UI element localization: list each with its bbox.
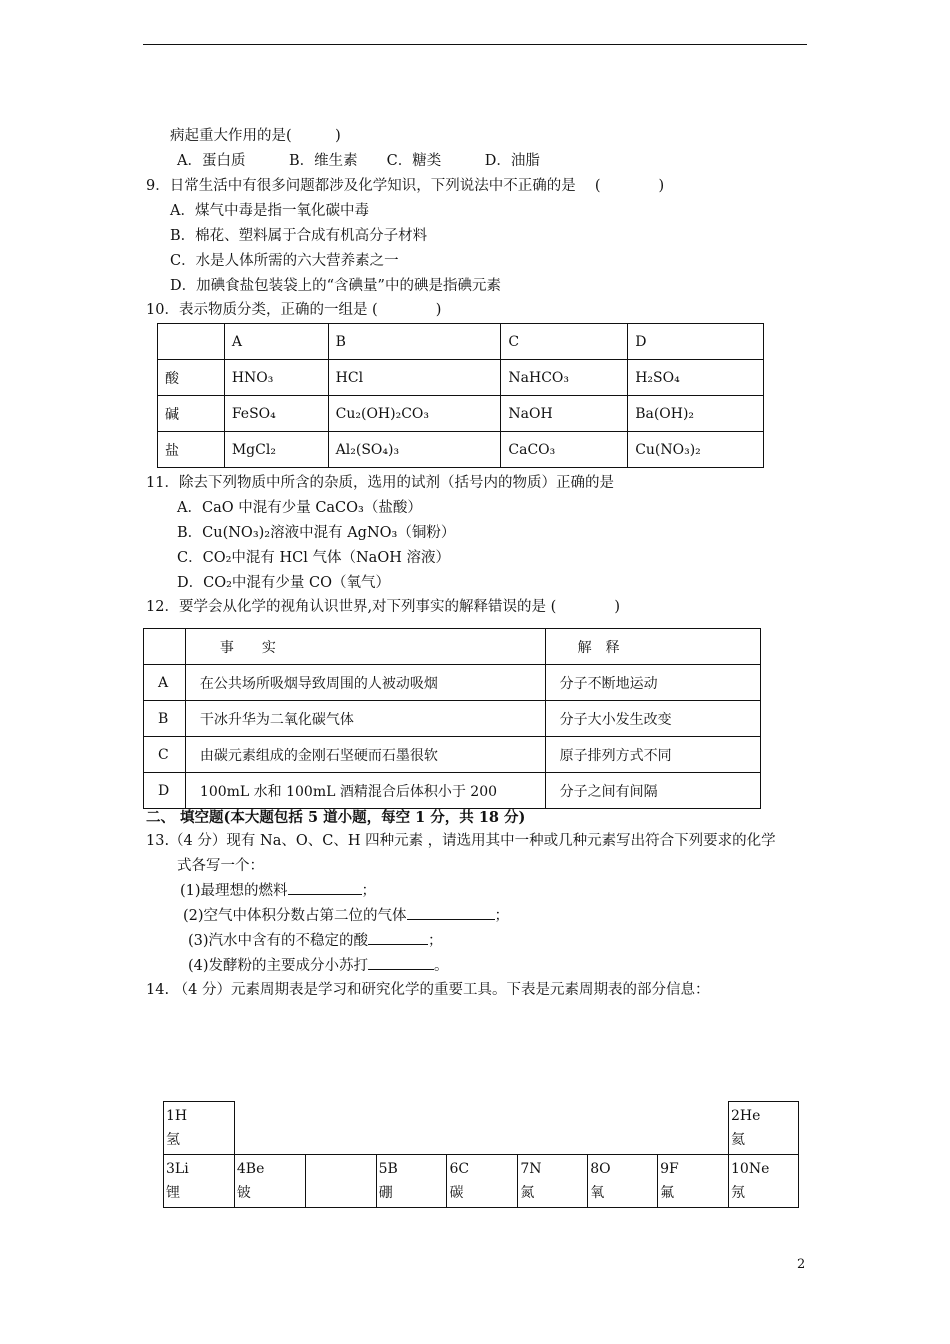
- table-row: [144, 665, 761, 701]
- element-name: 锂: [166, 1185, 180, 1201]
- table-cell: HNO₃: [224, 360, 328, 396]
- element-cell: [658, 1155, 729, 1208]
- q13-item-text: (1)最理想的燃料: [180, 883, 288, 899]
- table-cell: 分子大小发生改变: [545, 701, 760, 737]
- table-cell: NaOH: [501, 396, 628, 432]
- q11-option-c: C．CO₂中混有 HCl 气体（NaOH 溶液）: [177, 550, 450, 566]
- q8-stem: 病起重大作用的是( ): [170, 128, 341, 144]
- table-header: B: [328, 324, 501, 360]
- row-label: 碱: [158, 396, 225, 432]
- element-name: 氢: [166, 1132, 180, 1148]
- section-heading: 二、 填空题(本大题包括 5 道小题，每空 1 分，共 18 分): [146, 809, 526, 826]
- q11-option-d: D．CO₂中混有少量 CO（氧气）: [177, 575, 391, 591]
- element-cell: [518, 1155, 588, 1208]
- table-row: [164, 1102, 799, 1155]
- table-row: [144, 629, 761, 665]
- table-cell: 干冰升华为二氧化碳气体: [185, 701, 545, 737]
- element-symbol: 5B: [378, 1161, 398, 1177]
- element-name: 碳: [449, 1185, 464, 1201]
- element-symbol: 10Ne: [731, 1161, 770, 1177]
- q12-stem: 12．要学会从化学的视角认识世界,对下列事实的解释错误的是 ( ): [146, 599, 620, 615]
- q8-options: A．蛋白质 B．维生素 C．糖类 D．油脂: [177, 153, 540, 169]
- answer-blank[interactable]: [368, 930, 428, 945]
- element-name: 铍: [236, 1185, 251, 1201]
- q9-stem: 9．日常生活中有很多问题都涉及化学知识，下列说法中不正确的是 ( ): [146, 178, 665, 194]
- answer-blank[interactable]: [288, 880, 362, 895]
- periodic-table-fragment: [163, 1101, 799, 1208]
- table-header: 解 释: [545, 629, 760, 665]
- q13-item-2: [183, 905, 509, 926]
- row-label: B: [144, 701, 186, 737]
- table-row: [158, 432, 764, 468]
- table-cell: 分子之间有间隔: [545, 773, 760, 809]
- q13-item-text: (2)空气中体积分数占第二位的气体: [183, 908, 407, 924]
- q9-option-a: A．煤气中毒是指一氧化碳中毒: [170, 203, 369, 219]
- q13-item-end: 。: [434, 958, 449, 974]
- answer-blank[interactable]: [368, 955, 434, 970]
- q13-item-4: [188, 955, 449, 976]
- element-name: 氟: [660, 1185, 675, 1201]
- table-row: [144, 737, 761, 773]
- header-rule: [143, 44, 807, 45]
- table-cell: [144, 629, 186, 665]
- q9-option-b: B．棉花、塑料属于合成有机高分子材料: [170, 228, 428, 244]
- table-row: [144, 701, 761, 737]
- q13-item-end: ；: [428, 933, 443, 949]
- element-name: 氮: [520, 1185, 535, 1201]
- element-cell: [234, 1155, 305, 1208]
- table-row: [164, 1155, 799, 1208]
- table-cell: 原子排列方式不同: [545, 737, 760, 773]
- element-symbol: 8O: [590, 1161, 611, 1177]
- row-label: 盐: [158, 432, 225, 468]
- row-label: D: [144, 773, 186, 809]
- element-symbol: 6C: [449, 1161, 470, 1177]
- table-cell: FeSO₄: [224, 396, 328, 432]
- element-symbol: 1H: [166, 1108, 188, 1124]
- table-cell: CaCO₃: [501, 432, 628, 468]
- table-cell: MgCl₂: [224, 432, 328, 468]
- q10-stem: 10．表示物质分类，正确的一组是 ( ): [146, 302, 442, 318]
- q13-item-text: (4)发酵粉的主要成分小苏打: [188, 958, 369, 974]
- q12-fact-table: [143, 628, 761, 809]
- element-name: 氖: [731, 1185, 745, 1201]
- element-symbol: 4Be: [236, 1161, 265, 1177]
- q11-stem: 11．除去下列物质中所含的杂质，选用的试剂（括号内的物质）正确的是: [146, 475, 614, 491]
- element-symbol: 3Li: [166, 1161, 189, 1177]
- element-cell: [729, 1155, 799, 1208]
- row-label: 酸: [158, 360, 225, 396]
- table-row: [158, 324, 764, 360]
- q14-stem: 14. （4 分）元素周期表是学习和研究化学的重要工具。下表是元素周期表的部分信息：: [146, 982, 710, 998]
- element-cell: [729, 1102, 799, 1155]
- table-cell: 分子不断地运动: [545, 665, 760, 701]
- q11-option-a: A．CaO 中混有少量 CaCO₃（盐酸）: [177, 500, 422, 516]
- element-symbol: 9F: [660, 1161, 679, 1177]
- element-symbol: 2He: [731, 1108, 761, 1124]
- answer-blank[interactable]: [407, 905, 495, 920]
- page-number: 2: [797, 1257, 806, 1272]
- q10-classification-table: [157, 323, 764, 468]
- q13-stem-line1: 13.（4 分）现有 Na、O、C、H 四种元素 ，请选用其中一种或几种元素写出符合下列要求的化学: [146, 833, 776, 849]
- table-cell: 100mL 水和 100mL 酒精混合后体积小于 200: [185, 773, 545, 809]
- table-header: A: [224, 324, 328, 360]
- element-cell: [376, 1155, 447, 1208]
- table-cell: H₂SO₄: [628, 360, 764, 396]
- q13-item-text: (3)汽水中含有的不稳定的酸: [188, 933, 369, 949]
- element-name: 氧: [590, 1185, 605, 1201]
- q13-item-end: ；: [494, 908, 510, 924]
- q11-option-b: B．Cu(NO₃)₂溶液中混有 AgNO₃（铜粉）: [177, 525, 456, 541]
- q13-stem-line2: 式各写一个：: [177, 858, 264, 874]
- q13-item-end: ；: [361, 883, 377, 899]
- table-row: [158, 360, 764, 396]
- q13-item-1: [180, 880, 376, 901]
- empty-cell: [305, 1155, 376, 1208]
- row-label: C: [144, 737, 186, 773]
- table-cell: Cu(NO₃)₂: [628, 432, 764, 468]
- element-symbol: 7N: [520, 1161, 542, 1177]
- table-row: [144, 773, 761, 809]
- table-cell: HCl: [328, 360, 501, 396]
- table-gap: [234, 1102, 728, 1155]
- element-cell: [588, 1155, 658, 1208]
- table-header: 事 实: [185, 629, 545, 665]
- table-header: C: [501, 324, 628, 360]
- row-label: A: [144, 665, 186, 701]
- table-cell: Cu₂(OH)₂CO₃: [328, 396, 501, 432]
- table-cell: 由碳元素组成的金刚石坚硬而石墨很软: [185, 737, 545, 773]
- element-name: 氦: [731, 1132, 745, 1148]
- table-row: [158, 396, 764, 432]
- q9-option-d: D．加碘食盐包装袋上的“含碘量”中的碘是指碘元素: [170, 278, 501, 294]
- element-name: 硼: [378, 1185, 393, 1201]
- q13-item-3: [188, 930, 443, 951]
- table-cell: Ba(OH)₂: [628, 396, 764, 432]
- element-cell: [164, 1102, 235, 1155]
- table-cell: [158, 324, 225, 360]
- element-cell: [447, 1155, 518, 1208]
- element-cell: [164, 1155, 235, 1208]
- table-cell: Al₂(SO₄)₃: [328, 432, 501, 468]
- q9-option-c: C．水是人体所需的六大营养素之一: [170, 253, 399, 269]
- table-cell: NaHCO₃: [501, 360, 628, 396]
- table-cell: 在公共场所吸烟导致周围的人被动吸烟: [185, 665, 545, 701]
- table-header: D: [628, 324, 764, 360]
